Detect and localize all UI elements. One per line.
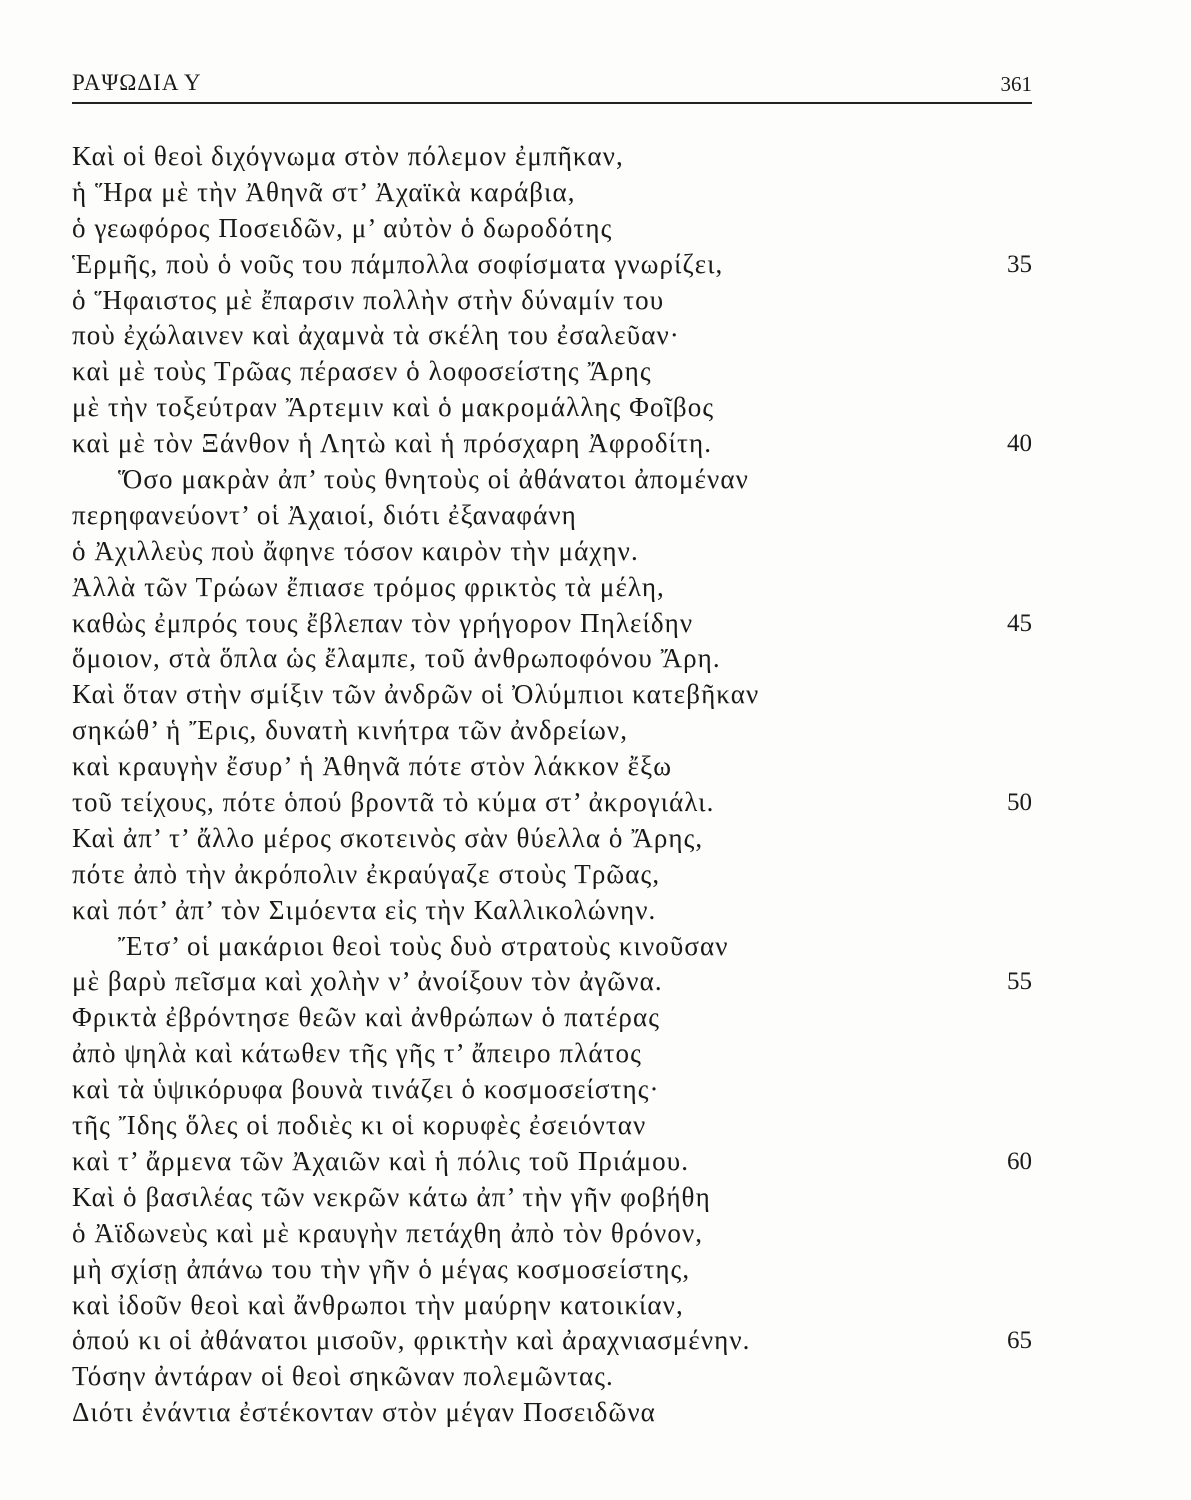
- verse-text: ὁ Ἀχιλλεὺς ποὺ ἄφηνε τόσον καιρὸν τὴν μάχην.: [72, 535, 639, 566]
- verse-line: [72, 606, 1032, 642]
- verse-line: [72, 964, 1032, 1000]
- verse-text: τοῦ τείχους, πότε ὁπού βροντᾶ τὸ κύμα στ’ ἀκρογιάλι.: [72, 787, 715, 818]
- line-number: 65: [1007, 1327, 1032, 1355]
- verse-line: [72, 1036, 1032, 1072]
- verse-text: σηκώθ’ ἡ Ἔρις, δυνατὴ κινήτρα τῶν ἀνδρείων,: [72, 715, 629, 746]
- verse-line: [72, 1144, 1032, 1180]
- verse-line: [72, 1108, 1032, 1144]
- verse-text: ὁ γεωφόρος Ποσειδῶν, μ’ αὐτὸν ὁ δωροδότης: [72, 212, 613, 243]
- running-title: ΡΑΨΩΔΙΑ Υ: [72, 70, 202, 95]
- verse-line: [72, 462, 1032, 498]
- verse-text: καὶ τ’ ἄρμενα τῶν Ἀχαιῶν καὶ ἡ πόλις τοῦ Πριάμου.: [72, 1145, 690, 1176]
- verse-line: [72, 785, 1032, 821]
- verse-text: ἡ Ἥρα μὲ τὴν Ἀθηνᾶ στ’ Ἀχαϊκὰ καράβια,: [72, 176, 576, 207]
- verse-line: [72, 283, 1032, 319]
- verse-text: Καὶ ὅταν στὴν σμίξιν τῶν ἀνδρῶν οἱ Ὀλύμπιοι κατεβῆκαν: [72, 679, 760, 710]
- page-number: 361: [1000, 72, 1032, 96]
- page-header: [72, 68, 1032, 102]
- verse-line: [72, 498, 1032, 534]
- verse-line: [72, 570, 1032, 606]
- verse-line: [72, 1252, 1032, 1288]
- verse-line: [72, 534, 1032, 570]
- verse-line: [72, 929, 1032, 965]
- verse-line: [72, 211, 1032, 247]
- verse-text: ποὺ ἐχώλαινεν καὶ ἀχαμνὰ τὰ σκέλη του ἐσαλεῦαν·: [72, 320, 680, 351]
- verse-text: τῆς Ἴδης ὅλες οἱ ποδιὲς κι οἱ κορυφὲς ἐσειόνταν: [72, 1110, 647, 1141]
- verse-text: Φρικτὰ ἐβρόντησε θεῶν καὶ ἀνθρώπων ὁ πατέρας: [72, 1002, 661, 1033]
- verse-list: [72, 139, 1032, 1431]
- verse-line: [72, 390, 1032, 426]
- verse-line: [72, 1000, 1032, 1036]
- verse-line: [72, 713, 1032, 749]
- verse-text: Καὶ οἱ θεοὶ διχόγνωμα στὸν πόλεμον ἐμπῆκαν,: [72, 141, 624, 171]
- verse-text: καὶ τὰ ὑψικόρυφα βουνὰ τινάζει ὁ κοσμοσείστης·: [72, 1074, 660, 1105]
- verse-line: [72, 893, 1032, 929]
- verse-text: μὴ σχίσῃ ἀπάνω του τὴν γῆν ὁ μέγας κοσμοσείστης,: [72, 1253, 691, 1284]
- verse-line: [72, 1288, 1032, 1324]
- verse-text: Ἀλλὰ τῶν Τρώων ἔπιασε τρόμος φρικτὸς τὰ μέλη,: [72, 571, 665, 602]
- verse-line: [72, 677, 1032, 713]
- verse-line: [72, 318, 1032, 354]
- line-number: 60: [1007, 1147, 1032, 1175]
- line-number: 50: [1007, 789, 1032, 817]
- verse-line: [72, 749, 1032, 785]
- verse-line: [72, 1395, 1032, 1431]
- verse-text: Καὶ ἀπ’ τ’ ἄλλο μέρος σκοτεινὸς σὰν θύελλα ὁ Ἄρης,: [72, 822, 704, 853]
- verse-text: ὅμοιον, στὰ ὅπλα ὡς ἔλαμπε, τοῦ ἀνθρωποφόνου Ἄρη.: [72, 643, 721, 674]
- verse-text: μὲ βαρὺ πεῖσμα καὶ χολὴν ν’ ἀνοίξουν τὸν ἀγῶνα.: [72, 966, 663, 997]
- verse-text: Καὶ ὁ βασιλέας τῶν νεκρῶν κάτω ἀπ’ τὴν γῆν φοβήθη: [72, 1181, 711, 1212]
- verse-line: [72, 354, 1032, 390]
- verse-text: καὶ κραυγὴν ἔσυρ’ ἡ Ἀθηνᾶ πότε στὸν λάκκον ἔξω: [72, 751, 673, 782]
- verse-line: [72, 821, 1032, 857]
- verse-line: [72, 175, 1032, 211]
- verse-text: καθὼς ἐμπρός τους ἔβλεπαν τὸν γρήγορον Πηλείδην: [72, 607, 694, 638]
- verse-text: καὶ μὲ τοὺς Τρῶας πέρασεν ὁ λοφοσείστης Ἄρης: [72, 356, 652, 387]
- line-number: 45: [1007, 609, 1032, 637]
- verse-text: Ὅσο μακρὰν ἀπ’ τοὺς θνητοὺς οἱ ἀθάνατοι ἀπομέναν: [118, 464, 749, 495]
- verse-line: [72, 426, 1032, 462]
- verse-text: Ἑρμῆς, ποὺ ὁ νοῦς του πάμπολλα σοφίσματα γνωρίζει,: [72, 248, 724, 279]
- verse-text: περηφανεύοντ’ οἱ Ἀχαιοί, διότι ἐξαναφάνη: [72, 499, 577, 530]
- verse-line: [72, 139, 1032, 175]
- verse-text: ὁ Ἀϊδωνεὺς καὶ μὲ κραυγὴν πετάχθη ἀπὸ τὸν θρόνον,: [72, 1217, 704, 1248]
- verse-text: καὶ πότ’ ἀπ’ τὸν Σιμόεντα εἰς τὴν Καλλικολώνην.: [72, 894, 657, 925]
- verse-text: Τόσην ἀντάραν οἱ θεοὶ σηκῶναν πολεμῶντας.: [72, 1361, 614, 1392]
- header-rule: [72, 102, 1032, 104]
- line-number: 55: [1007, 968, 1032, 996]
- verse-text: καὶ μὲ τὸν Ξάνθον ἡ Λητὼ καὶ ἡ πρόσχαρη Ἀφροδίτη.: [72, 428, 713, 459]
- verse-text: μὲ τὴν τοξεύτραν Ἄρτεμιν καὶ ὁ μακρομάλλης Φοῖβος: [72, 392, 715, 423]
- verse-line: [72, 1359, 1032, 1395]
- verse-text: ὁπού κι οἱ ἀθάνατοι μισοῦν, φρικτὴν καὶ ἀραχνιασμένην.: [72, 1325, 751, 1356]
- verse-text: ἀπὸ ψηλὰ καὶ κάτωθεν τῆς γῆς τ’ ἄπειρο πλάτος: [72, 1038, 642, 1069]
- verse-line: [72, 1216, 1032, 1252]
- verse-text: Ἔτσ’ οἱ μακάριοι θεοὶ τοὺς δυὸ στρατοὺς κινοῦσαν: [118, 930, 729, 961]
- verse-line: [72, 641, 1032, 677]
- verse-text: ὁ Ἥφαιστος μὲ ἔπαρσιν πολλὴν στὴν δύναμίν του: [72, 284, 665, 315]
- verse-text: καὶ ἰδοῦν θεοὶ καὶ ἄνθρωποι τὴν μαύρην κατοικίαν,: [72, 1289, 684, 1320]
- verse-line: [72, 1180, 1032, 1216]
- verse-line: [72, 1072, 1032, 1108]
- line-number: 40: [1007, 430, 1032, 458]
- line-number: 35: [1007, 250, 1032, 278]
- verse-line: [72, 247, 1032, 283]
- verse-text: πότε ἀπὸ τὴν ἀκρόπολιν ἐκραύγαζε στοὺς Τρῶας,: [72, 858, 661, 889]
- verse-line: [72, 857, 1032, 893]
- verse-text: Διότι ἐνάντια ἐστέκονταν στὸν μέγαν Ποσειδῶνα: [72, 1397, 656, 1428]
- verse-line: [72, 1323, 1032, 1359]
